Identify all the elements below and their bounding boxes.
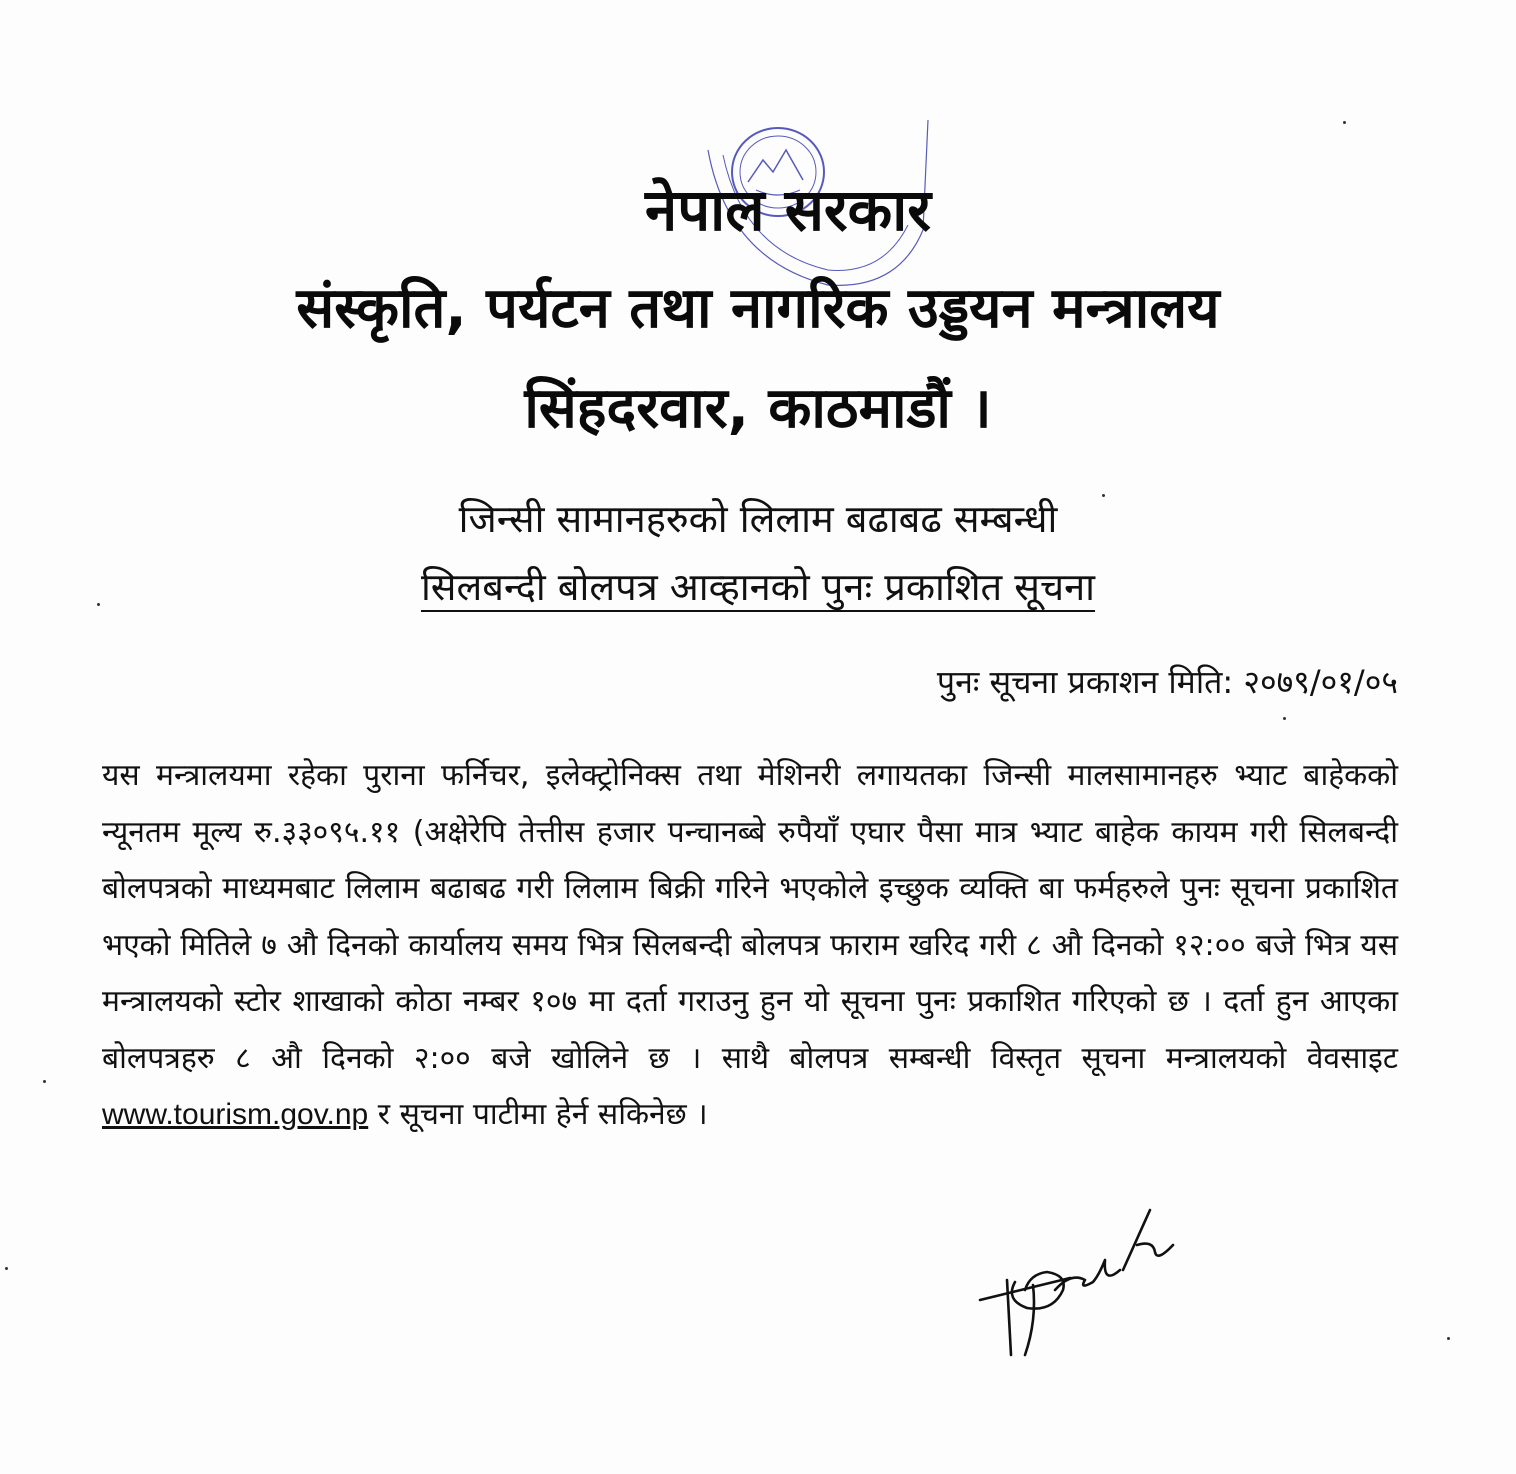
ministry-address: सिंहदरवार, काठमाडौं ।	[524, 376, 992, 441]
scan-speck	[1102, 494, 1105, 497]
scan-speck	[1283, 717, 1286, 720]
scan-speck	[1343, 121, 1346, 124]
ministry-website-link[interactable]: www.tourism.gov.np	[102, 1098, 369, 1131]
signature	[975, 1190, 1195, 1365]
government-title: नेपाल सरकार	[645, 176, 931, 244]
notice-body-closing: र सूचना पाटीमा हेर्न सकिनेछ ।	[377, 1097, 708, 1132]
scan-speck	[1447, 1337, 1450, 1340]
scan-speck	[43, 1080, 46, 1083]
notice-body-text: यस मन्त्रालयमा रहेका पुराना फर्निचर, इलेक्ट्रोनिक्स तथा मेशिनरी लगायतका जिन्सी मालसामानहरु भ्याट बाहेकको न्यूनतम मूल्य रु.३३०९५.११ (अक्षेरेपि तेत्तीस हजार पन्चानब्बे रुपैयाँ एघार पैसा मात्र भ्याट बाहेक कायम गरी सिलबन्दी बोलपत्रको माध्यमबाट लिलाम बढाबढ गरी लिलाम बिक्री गरिने भएकोले इच्छुक व्यक्ति बा फर्महरुले पुनः सूचना प्रकाशित भएको मितिले ७ औ दिनको कार्यालय समय भित्र सिलबन्दी बोलपत्र फाराम खरिद गरी ८ औ दिनको १२:०० बजे भित्र यस मन्त्रालयको स्टोर शाखाको कोठा नम्बर १०७ मा दर्ता गराउनु हुन यो सूचना पुनः प्रकाशित गरिएको छ । दर्ता हुन आएका बोलपत्रहरु ८ औ दिनको २:०० बजे खोलिने छ । साथै बोलपत्र सम्बन्धी विस्तृत सूचना मन्त्रालयको वेवसाइट	[102, 758, 1398, 1076]
publication-date	[937, 660, 1398, 703]
notice-subject-line2	[0, 560, 1516, 612]
notice-body	[102, 748, 1398, 1144]
scan-speck	[5, 1267, 8, 1270]
ministry-name: संस्कृति, पर्यटन तथा नागरिक उड्डयन मन्त्रालय	[296, 276, 1220, 341]
publication-date-label: पुनः सूचना प्रकाशन मिति:	[936, 663, 1234, 701]
publication-date-value: २०७९/०१/०५	[1243, 663, 1398, 701]
notice-subject-line2-text: सिलबन्दी बोलपत्र आव्हानको पुनः प्रकाशित सूचना	[420, 565, 1096, 609]
notice-subject-line1: जिन्सी सामानहरुको लिलाम बढाबढ सम्बन्धी	[458, 497, 1058, 541]
scan-speck	[97, 603, 100, 606]
